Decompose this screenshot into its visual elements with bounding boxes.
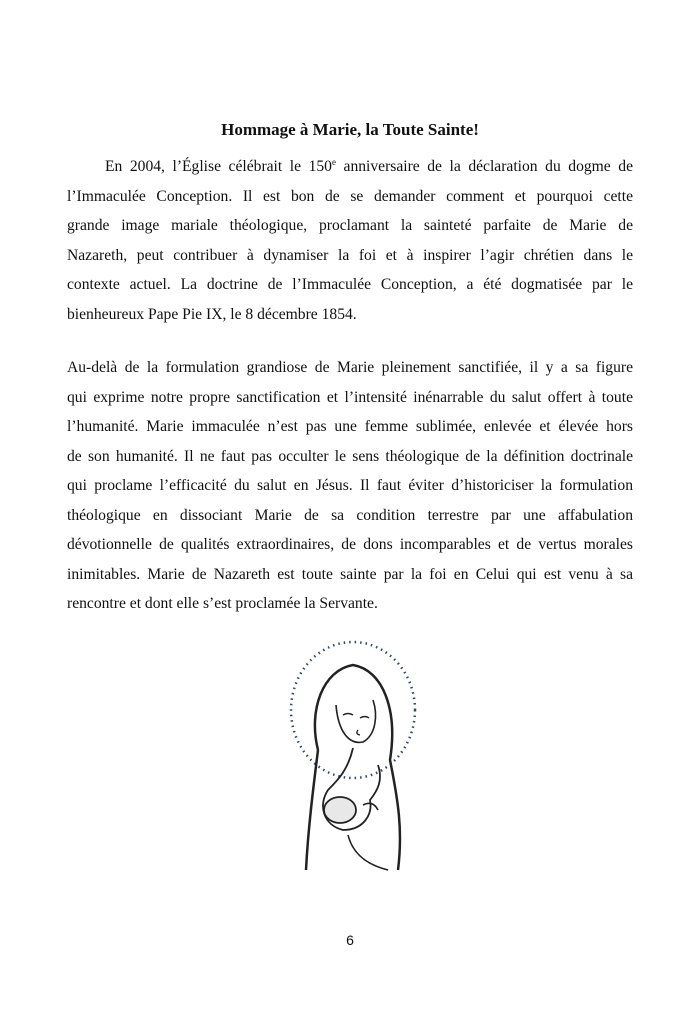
text-line: qui proclame l’efficacité du salut en Jésus. Il faut éviter d’historiciser la formulation: [67, 477, 633, 494]
paragraph-2: [67, 353, 633, 619]
text-line: théologique en dissociant Marie de sa condition terrestre par une affabulation: [67, 506, 633, 524]
paragraph-1: [67, 152, 633, 329]
text-line: rencontre et dont elle s’est proclamée la Servante.: [67, 595, 378, 612]
text-line: contexte actuel. La doctrine de l’Immaculée Conception, a été dogmatisée par le: [67, 276, 633, 293]
superscript: e: [331, 157, 336, 167]
madonna-illustration: [278, 630, 428, 880]
text-span: En 2004, l’Église célébrait le 150: [105, 158, 332, 175]
page-number: 6: [346, 932, 354, 948]
text-line: l’Immaculée Conception. Il est bon de se demander comment et pourquoi cette: [67, 187, 633, 205]
child-head: [324, 797, 356, 823]
text-span: anniversaire de la déclaration du dogme de: [335, 158, 633, 175]
text-line: l’humanité. Marie immaculée n’est pas une femme sublimée, enlevée et élevée hors: [67, 418, 633, 435]
text-line: [67, 152, 633, 182]
text-line: dévotionnelle de qualités extraordinaires, de dons incomparables et de vertus morales: [67, 536, 633, 553]
text-line: inimitables. Marie de Nazareth est toute sainte par la foi en Celui qui est venu à sa: [67, 565, 633, 583]
halo: [291, 642, 415, 778]
page-title: Hommage à Marie, la Toute Sainte!: [221, 120, 479, 139]
text-line: Au-delà de la formulation grandiose de Marie pleinement sanctifiée, il y a sa figure: [67, 359, 633, 376]
text-line: grande image mariale théologique, proclamant la sainteté parfaite de Marie de: [67, 217, 633, 234]
text-line: de son humanité. Il ne faut pas occulter le sens théologique de la définition doctrinale: [67, 447, 633, 465]
text-line: bienheureux Pape Pie IX, le 8 décembre 1854.: [67, 305, 357, 323]
text-line: qui exprime notre propre sanctification et l’intensité inénarrable du salut offert à toute: [67, 388, 633, 406]
text-line: Nazareth, peut contribuer à dynamiser la foi et à inspirer l’agir chrétien dans le: [67, 246, 633, 264]
